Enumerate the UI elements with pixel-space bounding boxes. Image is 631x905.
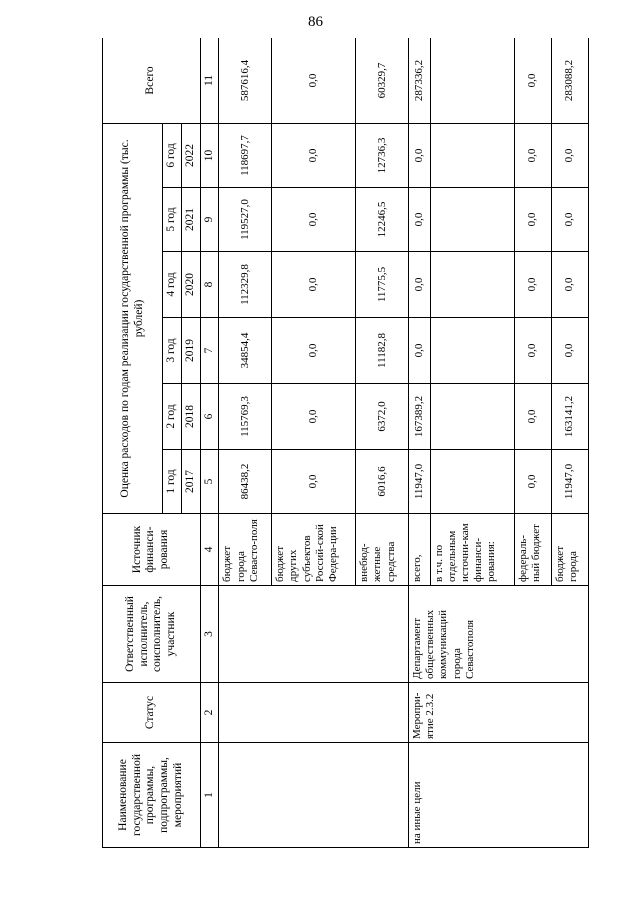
value-cell: 118697,7 <box>219 123 272 187</box>
value-cell: 112329,8 <box>219 252 272 318</box>
col-number: 2 <box>200 683 219 743</box>
value-cell: 6016,6 <box>356 450 409 514</box>
source-cell: бюджет города <box>551 514 588 586</box>
year-label: 5 год <box>163 188 182 252</box>
year-value: 2018 <box>181 384 200 450</box>
value-cell: 11182,8 <box>356 318 409 384</box>
value-cell: 11775,5 <box>356 252 409 318</box>
total-cell: 283088,2 <box>551 38 588 123</box>
value-cell: 0,0 <box>551 188 588 252</box>
col-number: 5 <box>200 450 219 514</box>
value-cell <box>430 318 514 384</box>
year-value: 2017 <box>181 450 200 514</box>
value-cell: 0,0 <box>551 252 588 318</box>
table-row <box>219 38 272 848</box>
source-cell: федераль-ный бюджет <box>514 514 551 586</box>
col-number: 6 <box>200 384 219 450</box>
group2-name: на иные цели <box>409 743 589 848</box>
year-value: 2019 <box>181 318 200 384</box>
total-cell: 587616,4 <box>219 38 272 123</box>
col-number: 8 <box>200 252 219 318</box>
source-cell: бюджет города Севасто-поля <box>219 514 272 586</box>
year-value: 2021 <box>181 188 200 252</box>
value-cell: 167389,2 <box>409 384 431 450</box>
table-row <box>409 38 431 848</box>
col-number: 11 <box>200 38 219 123</box>
col-number: 10 <box>200 123 219 187</box>
header-source: Источник финанси-рования <box>103 514 201 586</box>
group1-status <box>219 683 409 743</box>
group2-executor: Департамент общественных коммуникаций города Севастополя <box>409 586 589 683</box>
group2-status: Меропри-ятие 2.3.2 <box>409 683 589 743</box>
source-cell: внебюд-жетные средства <box>356 514 409 586</box>
group1-executor <box>219 586 409 683</box>
value-cell: 0,0 <box>272 252 356 318</box>
year-label: 2 год <box>163 384 182 450</box>
value-cell: 0,0 <box>409 123 431 187</box>
value-cell: 0,0 <box>514 450 551 514</box>
value-cell: 0,0 <box>409 252 431 318</box>
value-cell: 0,0 <box>551 318 588 384</box>
year-label: 3 год <box>163 318 182 384</box>
value-cell: 34854,4 <box>219 318 272 384</box>
col-number: 4 <box>200 514 219 586</box>
year-value: 2020 <box>181 252 200 318</box>
value-cell: 0,0 <box>272 188 356 252</box>
total-cell: 60329,7 <box>356 38 409 123</box>
value-cell: 0,0 <box>272 318 356 384</box>
year-label: 4 год <box>163 252 182 318</box>
budget-table <box>102 38 589 848</box>
value-cell <box>430 450 514 514</box>
col-number: 1 <box>200 743 219 848</box>
source-cell: всего, <box>409 514 431 586</box>
value-cell: 0,0 <box>272 123 356 187</box>
value-cell: 12736,3 <box>356 123 409 187</box>
value-cell: 86438,2 <box>219 450 272 514</box>
source-cell: в т.ч. по отдельным источни-кам финанси-рования: <box>430 514 514 586</box>
total-cell: 0,0 <box>272 38 356 123</box>
value-cell: 0,0 <box>514 188 551 252</box>
value-cell: 0,0 <box>514 384 551 450</box>
value-cell <box>430 384 514 450</box>
value-cell: 0,0 <box>272 384 356 450</box>
value-cell: 0,0 <box>409 188 431 252</box>
value-cell: 11947,0 <box>409 450 431 514</box>
value-cell: 0,0 <box>514 252 551 318</box>
value-cell: 119527,0 <box>219 188 272 252</box>
col-number: 9 <box>200 188 219 252</box>
total-cell <box>430 38 514 123</box>
header-estimate: Оценка расходов по годам реализации государственной программы (тыс. рублей) <box>103 123 163 513</box>
value-cell: 0,0 <box>409 318 431 384</box>
budget-table-container <box>102 38 589 848</box>
header-executor: Ответственный исполнитель, соисполнитель, участник <box>103 586 201 683</box>
value-cell: 0,0 <box>551 123 588 187</box>
year-label: 6 год <box>163 123 182 187</box>
value-cell: 11947,0 <box>551 450 588 514</box>
page-number: 86 <box>308 14 323 30</box>
value-cell <box>430 123 514 187</box>
value-cell: 0,0 <box>272 450 356 514</box>
value-cell: 0,0 <box>514 123 551 187</box>
source-cell: бюджет других субъектов Россий-ской Федера-ции <box>272 514 356 586</box>
year-value: 2022 <box>181 123 200 187</box>
value-cell: 0,0 <box>514 318 551 384</box>
value-cell: 12246,5 <box>356 188 409 252</box>
col-number: 3 <box>200 586 219 683</box>
value-cell <box>430 252 514 318</box>
value-cell <box>430 188 514 252</box>
value-cell: 6372,0 <box>356 384 409 450</box>
header-name: Наименование государственной программы, подпрограммы, мероприятий <box>103 743 201 848</box>
total-cell: 287336,2 <box>409 38 431 123</box>
header-total: Всего <box>103 38 201 123</box>
col-number: 7 <box>200 318 219 384</box>
rotated-page-wrapper <box>102 38 589 848</box>
group1-name <box>219 743 409 848</box>
total-cell: 0,0 <box>514 38 551 123</box>
header-status: Статус <box>103 683 201 743</box>
year-label: 1 год <box>163 450 182 514</box>
value-cell: 163141,2 <box>551 384 588 450</box>
value-cell: 115769,3 <box>219 384 272 450</box>
